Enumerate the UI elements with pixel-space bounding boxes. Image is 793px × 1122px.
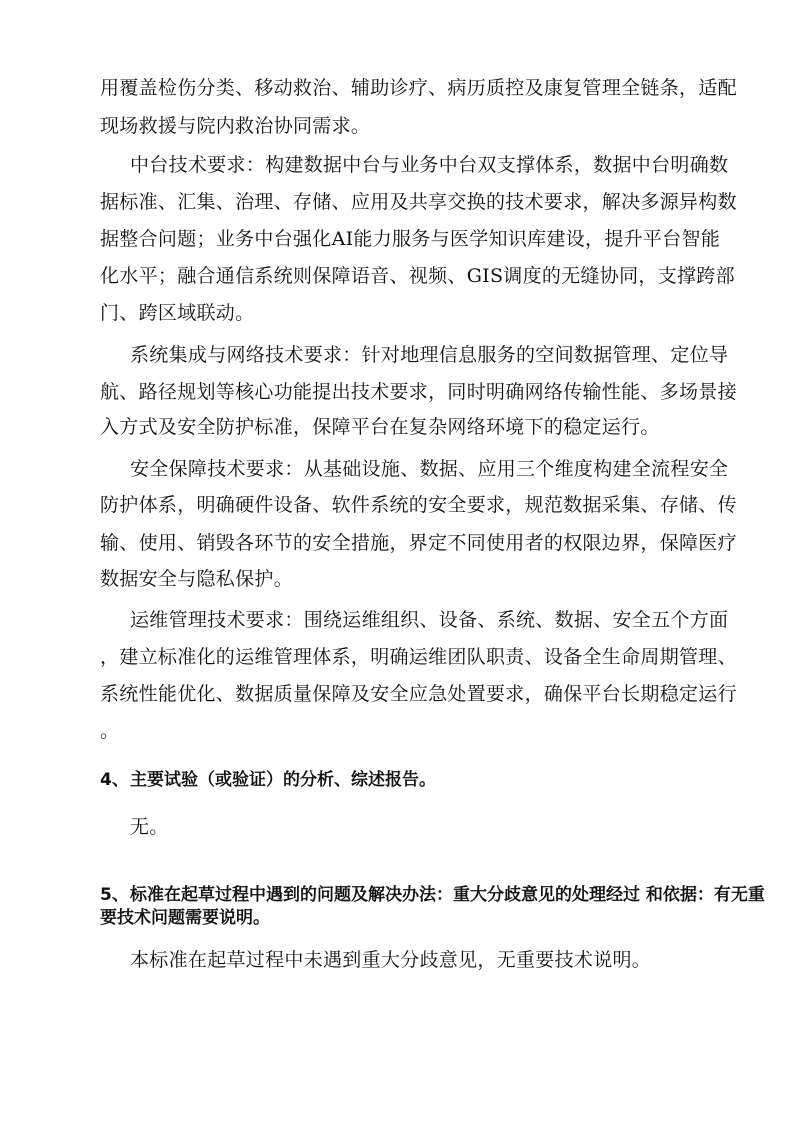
paragraph-line: 系统集成与网络技术要求：针对地理信息服务的空间数据管理、定位导: [130, 344, 729, 366]
paragraph-line: 防护体系，明确硬件设备、软件系统的安全要求，规范数据采集、存储、传: [100, 494, 737, 516]
section-number: 4、: [100, 770, 129, 790]
paragraph-line: 化水平；融合通信系统则保障语音、视频、GIS调度的无缝协同，支撑跨部: [100, 265, 735, 287]
paragraph-line: 运维管理技术要求：围绕运维组织、设备、系统、数据、安全五个方面: [130, 609, 729, 631]
paragraph-line: 航、路径规划等核心功能提出技术要求，同时明确网络传输性能、多场景接: [100, 381, 737, 403]
paragraph-line: 中台技术要求：构建数据中台与业务中台双支撑体系，数据中台明确数: [130, 154, 729, 176]
paragraph-line: 入方式及安全防护标准，保障平台在复杂网络环境下的稳定运行。: [100, 416, 660, 438]
section-number: 5、: [100, 885, 129, 905]
paragraph-line: 。: [100, 720, 120, 742]
section-4-body: 无。: [130, 816, 169, 838]
paragraph-line: 用覆盖检伤分类、移动救治、辅助诊疗、病历质控及康复管理全链条，适配: [100, 77, 737, 99]
paragraph-line: ，建立标准化的运维管理体系，明确运维团队职责、设备全生命周期管理、: [100, 646, 737, 668]
section-4-heading: [100, 768, 718, 792]
section-5-heading: [100, 883, 765, 907]
section-title: 标准在起草过程中遇到的问题及解决办法：重大分歧意见的处理经过 和依据：有无重: [130, 885, 765, 905]
paragraph-line: 门、跨区域联动。: [100, 302, 255, 324]
section-5-body: 本标准在起草过程中未遇到重大分歧意见，无重要技术说明。: [130, 949, 652, 971]
paragraph-line: 据整合问题；业务中台强化AI能力服务与医学知识库建设，提升平台智能: [100, 228, 721, 250]
paragraph-line: 现场救援与院内救治协同需求。: [100, 115, 371, 137]
section-5-heading-cont: 要技术问题需要说明。: [100, 908, 270, 928]
paragraph-line: 据标准、汇集、治理、存储、应用及共享交换的技术要求，解决多源异构数: [100, 191, 737, 213]
section-title: 主要试验（或验证）的分析、综述报告。: [130, 770, 436, 790]
paragraph-line: 系统性能优化、数据质量保障及安全应急处置要求，确保平台长期稳定运行: [100, 683, 737, 705]
paragraph-line: 输、使用、销毁各环节的安全措施，界定不同使用者的权限边界，保障医疗: [100, 532, 737, 554]
paragraph-line: 安全保障技术要求：从基础设施、数据、应用三个维度构建全流程安全: [130, 458, 729, 480]
paragraph-line: 数据安全与隐私保护。: [100, 568, 294, 590]
